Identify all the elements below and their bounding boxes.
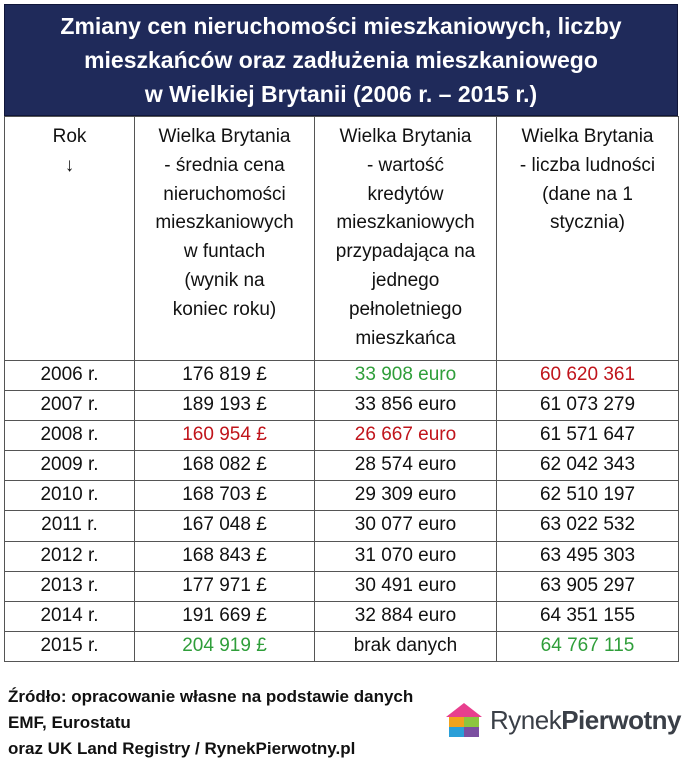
cell-year: 2009 r.	[5, 451, 135, 481]
cell-credit: 33 908 euro	[315, 361, 497, 391]
cell-credit: 33 856 euro	[315, 391, 497, 421]
table-row	[5, 391, 679, 421]
data-table	[4, 116, 679, 662]
brand-logo	[444, 700, 680, 740]
cell-price: 167 048 £	[135, 511, 315, 541]
header-row	[5, 117, 679, 361]
cell-price: 176 819 £	[135, 361, 315, 391]
table-row	[5, 601, 679, 631]
cell-price: 177 971 £	[135, 571, 315, 601]
table-row	[5, 631, 679, 661]
title-banner	[4, 4, 678, 116]
header-year: Rok ↓	[5, 117, 135, 361]
cell-year: 2007 r.	[5, 391, 135, 421]
header-price: Wielka Brytania - średnia cena nieruchomości mieszkaniowych w funtach (wynik na koniec roku)	[135, 117, 315, 361]
cell-population: 60 620 361	[497, 361, 679, 391]
table-row	[5, 541, 679, 571]
cell-price: 191 669 £	[135, 601, 315, 631]
cell-credit: 28 574 euro	[315, 451, 497, 481]
cell-population: 63 495 303	[497, 541, 679, 571]
cell-credit: 29 309 euro	[315, 481, 497, 511]
cell-price: 168 082 £	[135, 451, 315, 481]
title-line-2: mieszkańców oraz zadłużenia mieszkaniowego	[84, 47, 598, 73]
cell-year: 2012 r.	[5, 541, 135, 571]
cell-population: 62 510 197	[497, 481, 679, 511]
cell-year: 2008 r.	[5, 421, 135, 451]
cell-year: 2014 r.	[5, 601, 135, 631]
cell-population: 62 042 343	[497, 451, 679, 481]
table-row	[5, 571, 679, 601]
title-line-1: Zmiany cen nieruchomości mieszkaniowych, liczby	[60, 13, 622, 39]
cell-credit: 31 070 euro	[315, 541, 497, 571]
source-line-1: Źródło: opracowanie własne na podstawie danych EMF, Eurostatu	[8, 687, 414, 732]
cell-population: 64 767 115	[497, 631, 679, 661]
header-credit: Wielka Brytania - wartość kredytów mieszkaniowych przypadająca na jednego pełnoletniego mieszkańca	[315, 117, 497, 361]
cell-credit: 26 667 euro	[315, 421, 497, 451]
cell-year: 2010 r.	[5, 481, 135, 511]
cell-year: 2011 r.	[5, 511, 135, 541]
cell-population: 63 022 532	[497, 511, 679, 541]
table-row	[5, 511, 679, 541]
cell-price: 204 919 £	[135, 631, 315, 661]
cell-price: 168 843 £	[135, 541, 315, 571]
cell-year: 2013 r.	[5, 571, 135, 601]
arrow-down-icon: ↓	[64, 154, 75, 176]
title-line-3: w Wielkiej Brytanii (2006 r. – 2015 r.)	[144, 81, 538, 107]
brand-name: RynekPierwotny	[490, 704, 681, 735]
cell-population: 61 073 279	[497, 391, 679, 421]
source-line-2: oraz UK Land Registry / RynekPierwotny.pl	[8, 739, 356, 758]
source-note	[8, 684, 448, 762]
cell-price: 160 954 £	[135, 421, 315, 451]
header-population: Wielka Brytania - liczba ludności (dane na 1 stycznia)	[497, 117, 679, 361]
cell-price: 189 193 £	[135, 391, 315, 421]
cell-credit: 32 884 euro	[315, 601, 497, 631]
cell-population: 63 905 297	[497, 571, 679, 601]
cell-year: 2015 r.	[5, 631, 135, 661]
cell-year: 2006 r.	[5, 361, 135, 391]
cell-credit: 30 077 euro	[315, 511, 497, 541]
cell-population: 61 571 647	[497, 421, 679, 451]
cell-population: 64 351 155	[497, 601, 679, 631]
cell-price: 168 703 £	[135, 481, 315, 511]
cell-credit: 30 491 euro	[315, 571, 497, 601]
table-row	[5, 421, 679, 451]
table-row	[5, 481, 679, 511]
house-icon	[444, 701, 484, 739]
cell-credit: brak danych	[315, 631, 497, 661]
table-row	[5, 361, 679, 391]
table-row	[5, 451, 679, 481]
